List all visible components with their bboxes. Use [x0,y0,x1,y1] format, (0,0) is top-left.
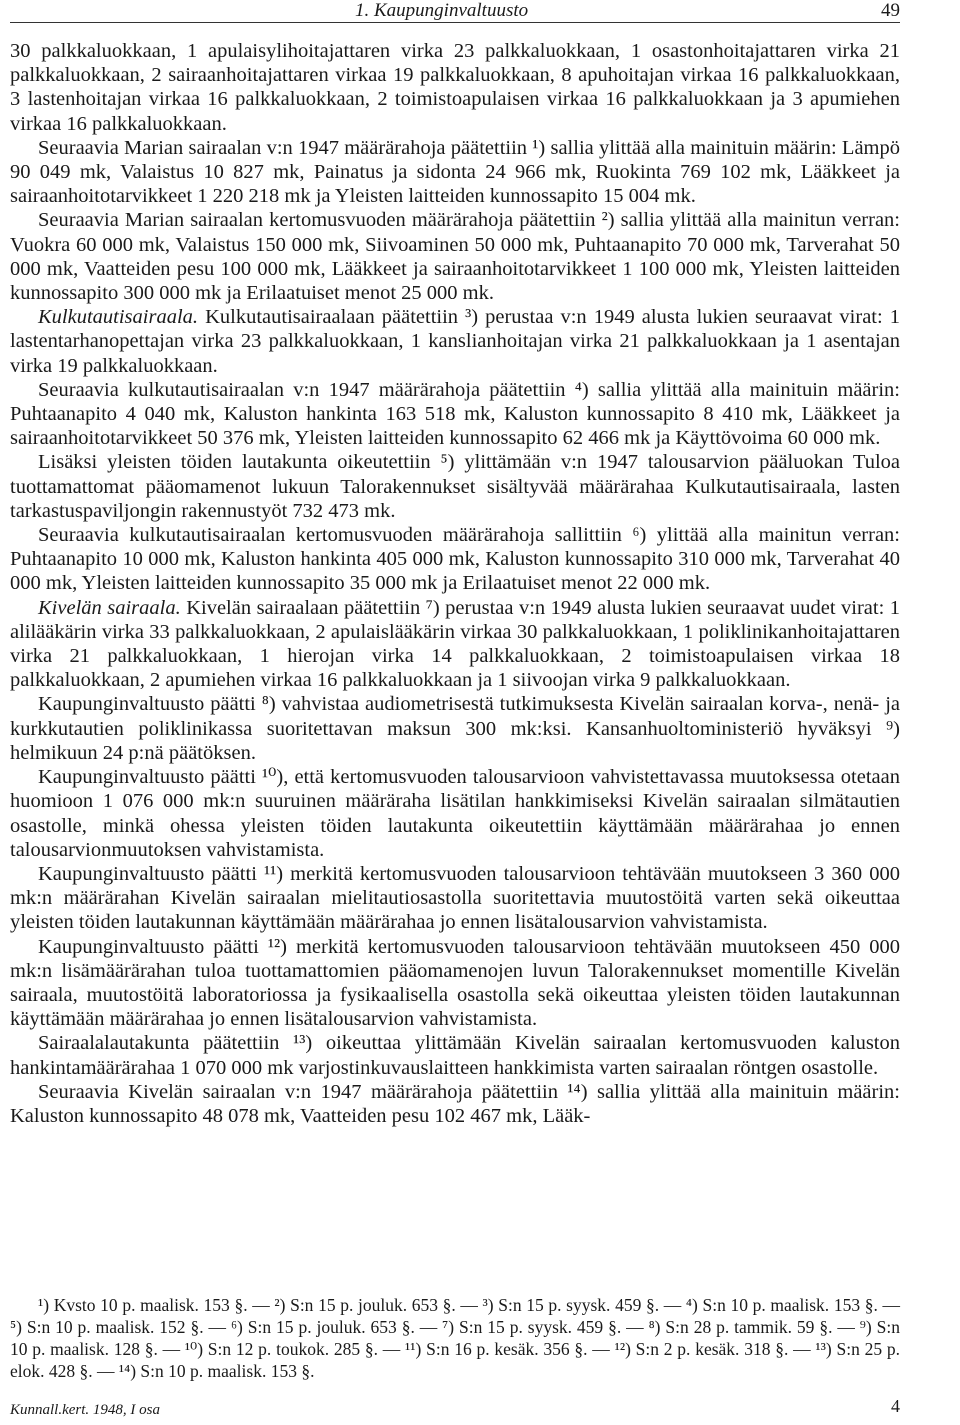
footnotes [10,1294,900,1382]
paragraph [10,305,900,378]
page-number: 49 [881,0,900,21]
paragraph-text: Kivelän sairaalaan päätettiin ⁷) perustaa v:n 1949 alusta lukien seuraavat uudet virat: 1 alilääkärin virka 33 palkkaluokkaan, 2 apulaislääkärin virkaa 30 palkkaluokkaan, 1 poliklinikanhoitajattaren virka 21 palkkaluokkaan, 1 hierojan virka 14 palkkaluokkaan, 2 toimistoapulaisen virkaa 18 palkkaluokkaan, 2 apumiehen virkaa 16 palkkaluokkaan ja 1 siivoojan virka 9 palkkaluokkaan. [10,596,900,692]
paragraph: Kaupunginvaltuusto päätti ¹¹) merkitä kertomusvuoden talousarvioon tehtävään muutokseen 3 360 000 mk:n määrärahan Kivelän sairaalan mielitautiosastolla suoritettavia muutostöitä varten sekä oikeuttaa yleisten töiden lautakunnan käyttämään määrärahaa jo ennen lisätalousarvion vahvistamista. [10,862,900,934]
paragraph: Seuraavia Marian sairaalan kertomusvuoden määrärahoja päätettiin ²) sallia ylittää alla mainitun verran: Vuokra 60 000 mk, Valaistus 150 000 mk, Siivoaminen 50 000 mk, Puhtaanapito 70 000 mk, Tarverahat 50 000 mk, Vaatteiden pesu 100 000 mk, Lääkkeet ja sairaanhoitotarvikkeet 1 100 000 mk, Yleisten laitteiden kunnossapito 300 000 mk ja Erilaatuiset menot 25 000 mk. [10,209,900,305]
section-lead: Kulkutautisairaala. [38,306,199,329]
paragraph: Kaupunginvaltuusto päätti ¹⁰), että kertomusvuoden talousarvioon vahvistettavassa muutoksessa otetaan huomioon 1 076 000 mk:n suuruinen määräraha lisätilan hankkimiseksi Kivelän sairaalan silmätautien osastolle, minkä ohessa yleisten töiden lautakunta oikeutettiin käyttämään määrärahaa jo ennen talousarvionmuutoksen vahvistamista. [10,766,900,861]
imprint: Kunnall.kert. 1948, I osa [10,1402,160,1418]
paragraph [10,596,900,693]
header-rule [10,22,900,23]
paragraph: Seuraavia kulkutautisairaalan v:n 1947 määrärahoja päätettiin ⁴) sallia ylittää alla mainituin määrin: Puhtaanapito 4 040 mk, Kaluston hankinta 163 518 mk, Kaluston kunnossapito 8 410 mk, Lääkkeet ja sairaanhoitotarvikkeet 50 376 mk, Yleisten laitteiden kunnossapito 62 466 mk ja Käyttövoima 60 000 mk. [10,378,900,450]
paragraph: Kaupunginvaltuusto päätti ⁸) vahvistaa audiometrisestä tutkimuksesta Kivelän sairaalan korva-, nenä- ja kurkkutautien poliklinikassa suoritettavan maksun 300 mk:ksi. Kansanhuoltoministeriö hyväksyi ⁹) helmikuun 24 p:nä päätöksen. [10,693,900,764]
page-footer [10,1396,900,1422]
footnote-text: ¹) Kvsto 10 p. maalisk. 153 §. — ²) S:n 15 p. jouluk. 653 §. — ³) S:n 15 p. syysk. 459 §. — ⁴) S:n 10 p. maalisk. 153 §. — ⁵) S:n 10 p. maalisk. 152 §. — ⁶) S:n 15 p. jouluk. 653 §. — ⁷) S:n 15 p. syysk. 459 §. — ⁸) S:n 28 p. tammik. 59 §. — ⁹) S:n 10 p. maalisk. 128 §. — ¹⁰) S:n 12 p. toukok. 285 §. — ¹¹) S:n 16 p. kesäk. 356 §. — ¹²) S:n 2 p. kesäk. 318 §. — ¹³) S:n 25 p. elok. 428 §. — ¹⁴) S:n 10 p. maalisk. 153 §. [10,1295,900,1381]
paragraph-text: Kulkutautisairaalaan päätettiin ³) perustaa v:n 1949 alusta lukien seuraavat virat: 1 lastentarhanopettajan virka 23 palkkaluokkaan, 1 kanslianhoitajan virka 21 palkkaluokkaan ja 1 asentajan virka 19 palkkaluokkaan. [10,306,900,377]
paragraph: Seuraavia kulkutautisairaalan kertomusvuoden määrärahoja sallittiin ⁶) ylittää alla mainitun verran: Puhtaanapito 10 000 mk, Kaluston hankinta 405 000 mk, Kaluston kunnossapito 310 000 mk, Tarverahat 40 000 mk, Yleisten laitteiden kunnossapito 35 000 mk ja Erilaatuiset menot 22 000 mk. [10,524,900,595]
paragraph: Lisäksi yleisten töiden lautakunta oikeutettiin ⁵) ylittämään v:n 1947 talousarvion pääluokan Tuloa tuottamattomat pääomamenot lukuun Talorakennukset sisältyvää määrärahaa Kulkutautisairaala, lasten tarkastuspaviljongin rakennustyöt 732 473 mk. [10,451,900,522]
section-title: 1. Kaupunginvaltuusto [355,0,529,21]
signature-mark: 4 [891,1396,900,1416]
paragraph: Seuraavia Marian sairaalan v:n 1947 määrärahoja päätettiin ¹) sallia ylittää alla mainituin määrin: Lämpö 90 049 mk, Valaistus 10 827 mk, Painatus ja sidonta 24 966 mk, Ruokinta 769 102 mk, Lääkkeet ja sairaanhoitotarvikkeet 1 220 218 mk ja Yleisten laitteiden kunnossapito 15 004 mk. [10,136,900,208]
paragraph: Sairaalalautakunta päätettiin ¹³) oikeuttaa ylittämään Kivelän sairaalan kertomusvuoden kaluston hankintamäärärahaa 1 070 000 mk varjostinkuvauslaitteen hankkimista varten sairaalan röntgen osastolle. [10,1032,900,1079]
footnote-separator [10,1285,900,1286]
running-header [10,0,900,22]
paragraph: 30 palkkaluokkaan, 1 apulaisylihoitajattaren virka 23 palkkaluokkaan, 1 osastonhoitajattaren virka 21 palkkaluokkaan, 2 sairaanhoitajattaren virkaa 19 palkkaluokkaan, 8 apuhoitajan virkaa 16 palkkaluokkaan, 3 lastenhoitajan virkaa 16 palkkaluokkaan, 2 toimistoapulaisen virkaa 16 palkkaluokkaan ja 3 apumiehen virkaa 16 palkkaluokkaan. [10,40,900,135]
paragraph: Seuraavia Kivelän sairaalan v:n 1947 määrärahoja päätettiin ¹⁴) sallia ylittää alla mainituin määrin: Kaluston kunnossapito 48 078 mk, Vaatteiden pesu 102 467 mk, Lääk- [10,1080,900,1127]
section-lead: Kivelän sairaala. [38,596,181,619]
paragraph: Kaupunginvaltuusto päätti ¹²) merkitä kertomusvuoden talousarvioon tehtävään muutokseen 450 000 mk:n lisämäärärahan tuloa tuottamattomien pääomamenojen luvun Talorakennukset momentille Kivelän sairaala, muutostöitä laboratoriossa ja fysikaalisella osastolla sekä oikeuttaa yleisten töiden lautakunnan käyttämään määrärahaa jo ennen lisätalousarvion vahvistamista. [10,935,900,1031]
body-text [10,39,900,1128]
